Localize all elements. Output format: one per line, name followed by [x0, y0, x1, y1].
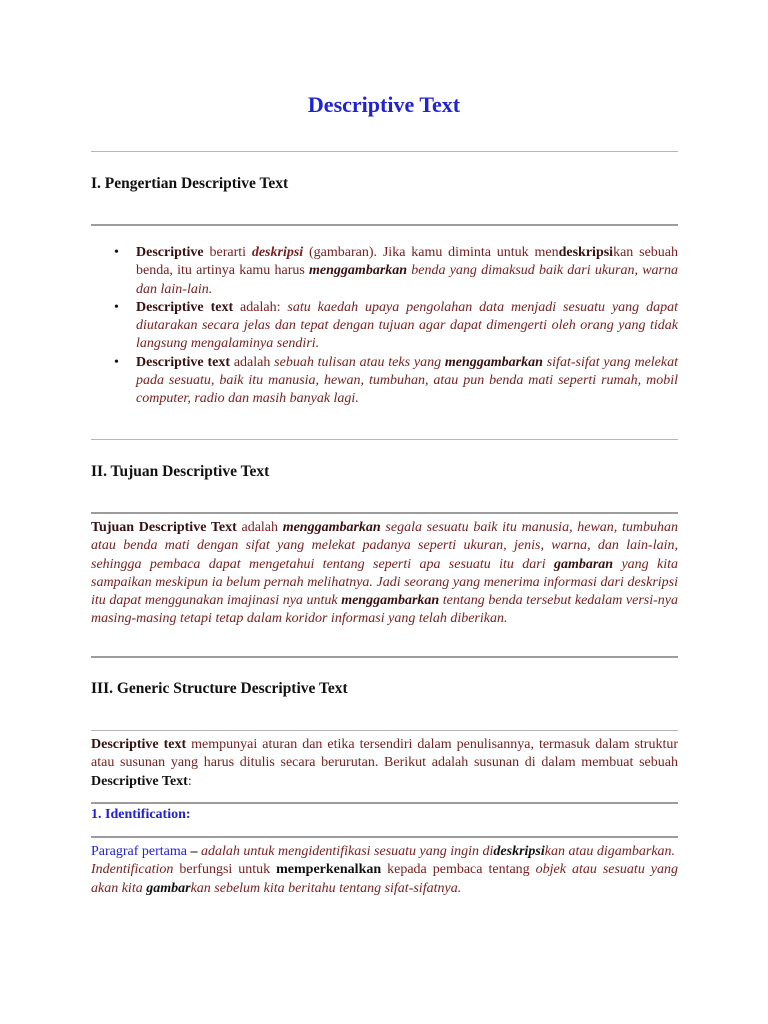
text-italic: tentang benda tersebut kedalam versi-nya masing-masing tetapi tetap dalam koridor informasi yang telah diberikan.	[91, 593, 678, 627]
term: Descriptive text	[136, 354, 230, 370]
divider	[91, 802, 678, 804]
text: adalah:	[233, 299, 288, 315]
term: Descriptive text	[91, 737, 187, 752]
section-1-heading: I. Pengertian Descriptive Text	[91, 175, 289, 192]
divider	[91, 730, 678, 731]
text: :	[187, 773, 192, 789]
text: mempunyai aturan dan etika tersendiri dalam penulisannya, termasuk dalam struktur atau susunan yang harus ditulis secara berurutan. Berikut adalah susunan di dalam membuat sebuah	[91, 737, 678, 771]
term-italic: deskripsi	[493, 844, 545, 859]
section-3-paragraph	[91, 736, 678, 791]
section-2-heading: II. Tujuan Descriptive Text	[91, 463, 270, 480]
bullet-icon: •	[114, 245, 119, 260]
bullet-icon: •	[114, 354, 119, 370]
section-3-heading: III. Generic Structure Descriptive Text	[91, 680, 348, 697]
text: adalah	[236, 520, 283, 535]
text: berfungsi untuk	[173, 862, 277, 878]
term-italic: gambaran	[553, 556, 614, 572]
definition-item-2	[114, 299, 678, 354]
text-italic: benda yang dimaksud baik dari ukuran, warna dan lain-lain.	[136, 263, 678, 297]
text-italic: sebuah tulisan atau teks yang	[274, 354, 445, 370]
text-italic: yang kita sampaikan meskipun ia belum pernah melihatnya. Jadi seorang yang menerima informasi dari deskripsi itu dapat menggunakan imajinasi nya untuk	[91, 556, 678, 609]
term: deskripsi	[558, 245, 614, 260]
text: Paragraf pertama	[91, 844, 187, 859]
definition-list	[91, 244, 678, 409]
term: Tujuan Descriptive Text	[91, 520, 237, 535]
divider	[91, 439, 678, 440]
divider	[91, 512, 678, 514]
divider	[91, 836, 678, 838]
divider	[91, 656, 678, 658]
term-italic: menggambarkan	[341, 593, 440, 609]
text-italic: satu kaedah upaya pengolahan data menjadi sesuatu yang dapat diutarakan secara jelas dan tepat dengan tujuan agar dapat dimengerti oleh orang yang tidak langsung mengalaminya sendiri.	[136, 299, 678, 352]
definition-item-1	[114, 244, 678, 299]
term-italic: menggambarkan	[282, 520, 381, 535]
identification-paragraph	[91, 843, 678, 898]
term-italic: menggambarkan	[444, 354, 543, 370]
text-italic: adalah untuk mengidentifikasi sesuatu yang ingin di	[201, 844, 494, 859]
page-title: Descriptive Text	[307, 92, 461, 117]
dash: –	[187, 844, 201, 859]
term: Descriptive Text	[91, 773, 188, 789]
term: memperkenalkan	[276, 862, 382, 878]
term: Descriptive	[136, 245, 204, 260]
divider	[91, 224, 678, 226]
text-italic: kan atau digambarkan.	[544, 844, 676, 859]
text-italic: segala sesuatu baik itu manusia, hewan, tumbuhan atau benda mati dengan sifat yang melekat padanya seperti ukuran, jenis, warna, dan lain-lain, sehingga pembaca dapat mengetahui tentang seperti apa sesuatu itu dari	[91, 520, 679, 572]
term-italic: menggambarkan	[309, 263, 408, 279]
divider	[91, 151, 678, 152]
text-italic: kan sebelum kita beritahu tentang sifat-sifatnya.	[190, 880, 462, 896]
text-italic: Indentification	[91, 862, 174, 878]
text: (gambaran). Jika kamu diminta untuk men	[303, 245, 559, 260]
text: berarti	[203, 245, 252, 260]
section-2-paragraph	[91, 519, 678, 629]
term-italic: deskripsi	[251, 245, 304, 260]
text: kan sebuah benda, itu artinya kamu harus	[136, 245, 678, 279]
identification-heading: 1. Identification:	[91, 807, 191, 822]
bullet-icon: •	[114, 299, 119, 315]
text: adalah	[230, 354, 275, 370]
text-italic: objek atau sesuatu yang akan kita	[91, 862, 679, 896]
term: Descriptive text	[136, 299, 234, 315]
text-italic: sifat-sifat yang melekat pada sesuatu, baik itu manusia, hewan, tumbuhan, atau pun benda mati seperti rumah, mobil computer, radio dan masih banyak lagi.	[136, 354, 678, 407]
definition-item-3	[114, 354, 678, 409]
text: kepada pembaca tentang	[381, 862, 536, 878]
term-italic: gambar	[146, 880, 191, 896]
